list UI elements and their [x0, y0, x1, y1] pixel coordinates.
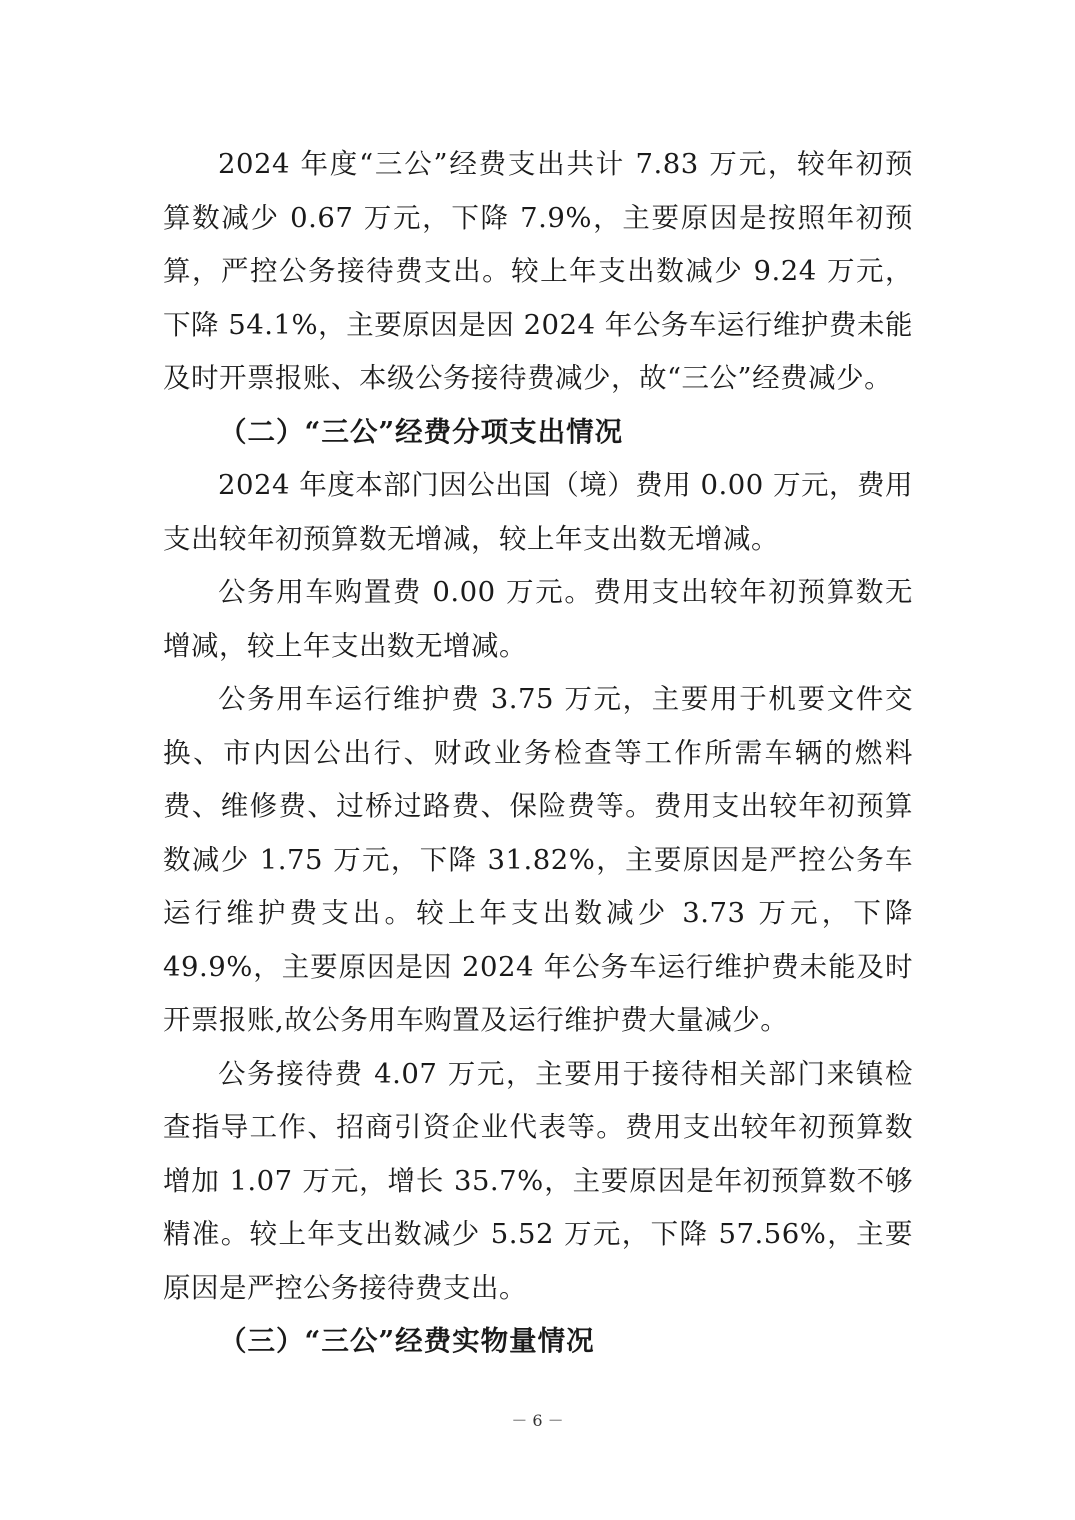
paragraph-vehicle-maintenance: 公务用车运行维护费 3.75 万元，主要用于机要文件交换、市内因公出行、财政业务检查等工作所需车辆的燃料费、维修费、过桥过路费、保险费等。费用支出较年初预算数减少 1.75 万元，下降 31.82%，主要原因是严控公务车运行维护费支出。较上年支出数减少 3.73 万元，下降 49.9%，主要原因是因 2024 年公务车运行维护费未能及时开票报账,故公务用车购置及运行维护费大量减少。	[163, 683, 913, 1036]
paragraph-vehicle-purchase: 公务用车购置费 0.00 万元。费用支出较年初预算数无增减，较上年支出数无增减。	[163, 576, 913, 662]
section-heading-physical: （三）“三公”经费实物量情况	[219, 1325, 595, 1357]
section-heading-itemized: （二）“三公”经费分项支出情况	[219, 415, 624, 448]
paragraph-reception: 公务接待费 4.07 万元，主要用于接待相关部门来镇检查指导工作、招商引资企业代表等。费用支出较年初预算数增加 1.07 万元，增长 35.7%，主要原因是年初预算数不够精准。较上年支出数减少 5.52 万元，下降 57.56%，主要原因是严控公务接待费支出。	[163, 1057, 913, 1304]
page-number: － 6 －	[511, 1411, 564, 1430]
paragraph-overseas-travel: 2024 年度本部门因公出国（境）费用 0.00 万元，费用支出较年初预算数无增减，较上年支出数无增减。	[163, 469, 913, 555]
paragraph-total-expense: 2024 年度“三公”经费支出共计 7.83 万元，较年初预算数减少 0.67 万元，下降 7.9%，主要原因是按照年初预算，严控公务接待费支出。较上年支出数减少 9.24 万元，下降 54.1%，主要原因是因 2024 年公务车运行维护费未能及时开票报账、本级公务接待费减少，故“三公”经费减少。	[163, 148, 913, 394]
document-body	[163, 138, 913, 1369]
